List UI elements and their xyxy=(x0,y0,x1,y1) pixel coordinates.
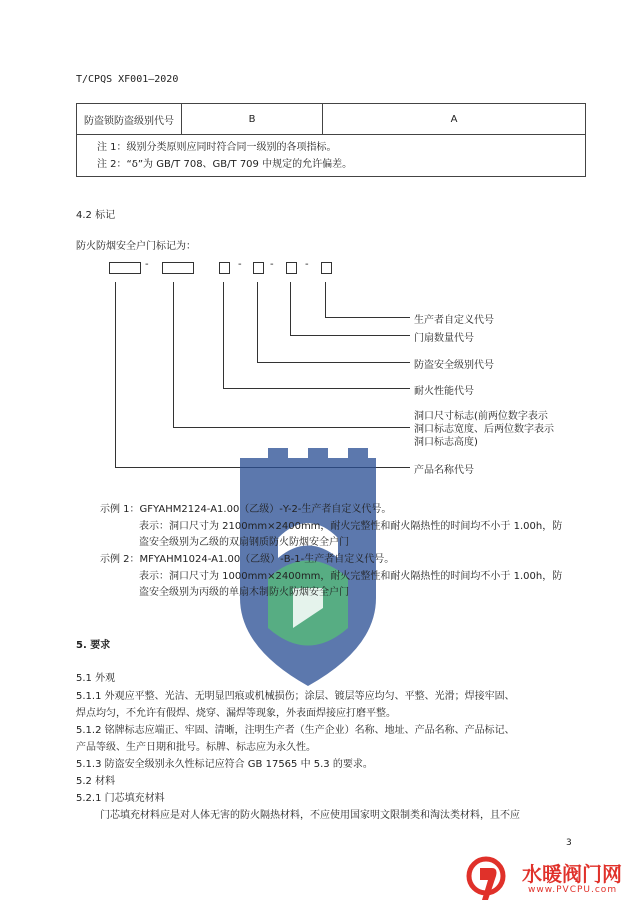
leader-line xyxy=(115,282,116,467)
logo-text: 水暖阀门网 xyxy=(522,862,622,886)
leader-line xyxy=(223,388,410,389)
leader-line xyxy=(223,282,224,388)
dash: - xyxy=(238,259,242,270)
example-1-desc-a: 表示：洞口尺寸为 2100mm×2400mm，耐火完整性和耐火隔热性的时间均不小于 1.00h，防 xyxy=(139,521,563,532)
label-leaf-count: 门扇数量代号 xyxy=(414,333,474,344)
label-custom-code: 生产者自定义代号 xyxy=(414,315,494,326)
label-size-line-1: 洞口尺寸标志(前两位数字表示 xyxy=(414,411,548,422)
page-number: 3 xyxy=(566,838,572,848)
dash: - xyxy=(270,259,274,270)
section-5-2: 5.2 材料 xyxy=(76,776,116,787)
table-cell-a: A xyxy=(323,104,586,135)
section-4-2-heading: 4.2 标记 xyxy=(76,210,116,221)
table-cell-b: B xyxy=(182,104,323,135)
document-code: T/CPQS XF001—2020 xyxy=(76,74,179,85)
fire-code-box xyxy=(219,262,230,274)
label-product-code: 产品名称代号 xyxy=(414,465,474,476)
leader-line xyxy=(173,427,410,428)
section-5-1: 5.1 外观 xyxy=(76,673,116,684)
leader-line xyxy=(290,335,410,336)
label-size-line-3: 洞口标志高度) xyxy=(414,437,478,448)
section-5-1-2-a: 5.1.2 铭牌标志应端正、牢固、清晰，注明生产者（生产企业）名称、地址、产品名称、产品标记、 xyxy=(76,725,515,736)
section-5-2-1: 5.2.1 门芯填充材料 xyxy=(76,793,165,804)
leader-line xyxy=(325,317,410,318)
dash: - xyxy=(145,259,149,270)
size-code-box xyxy=(162,262,194,274)
example-1-desc-b: 盗安全级别为乙级的双扇钢质防火防烟安全户门 xyxy=(139,537,349,548)
leader-line xyxy=(257,362,410,363)
section-5-1-2-b: 产品等级、生产日期和批号。标牌、标志应为永久性。 xyxy=(76,742,316,753)
label-fire-code: 耐火性能代号 xyxy=(414,386,474,397)
section-5-heading: 5. 要求 xyxy=(76,640,111,651)
leader-line xyxy=(290,282,291,335)
table-notes xyxy=(76,134,586,177)
leader-line xyxy=(173,282,174,427)
site-logo[interactable] xyxy=(466,852,640,906)
label-size-line-2: 洞口标志宽度、后两位数字表示 xyxy=(414,424,554,435)
table-row-label: 防盗锁防盗级别代号 xyxy=(77,104,182,135)
example-2: 示例 2：MFYAHM1024-A1.00（乙级）-B-1-生产者自定义代号。 xyxy=(100,554,395,565)
security-code-box xyxy=(253,262,264,274)
leaf-code-box xyxy=(286,262,297,274)
section-5-1-3: 5.1.3 防盗安全级别永久性标记应符合 GB 17565 中 5.3 的要求。 xyxy=(76,759,373,770)
note-1: 注 1：级别分类原则应同时符合同一级别的各项指标。 xyxy=(97,142,337,153)
leader-line xyxy=(325,282,326,317)
custom-code-box xyxy=(321,262,332,274)
example-2-desc-a: 表示：洞口尺寸为 1000mm×2400mm，耐火完整性和耐火隔热性的时间均不小于 1.00h，防 xyxy=(139,571,563,582)
label-security-level: 防盗安全级别代号 xyxy=(414,360,494,371)
example-2-desc-b: 盗安全级别为丙级的单扇木制防火防烟安全户门 xyxy=(139,587,349,598)
note-2: 注 2：“δ”为 GB/T 708、GB/T 709 中规定的允许偏差。 xyxy=(97,159,353,170)
logo-mark-icon xyxy=(466,856,506,902)
dash: - xyxy=(305,259,309,270)
section-5-2-1-body: 门芯填充材料应是对人体无害的防火隔热材料，不应使用国家明文限制类和淘汰类材料，且不应 xyxy=(100,810,520,821)
section-5-1-1-b: 焊点均匀，不允许有假焊、烧穿、漏焊等现象，外表面焊接应打磨平整。 xyxy=(76,708,396,719)
product-code-box xyxy=(109,262,141,274)
security-level-table xyxy=(76,103,586,135)
section-5-1-1-a: 5.1.1 外观应平整、光洁、无明显凹痕或机械损伤；涂层、镀层等应均匀、平整、光滑；焊接牢固、 xyxy=(76,691,515,702)
leader-line xyxy=(257,282,258,362)
logo-url: www.PVCPU.com xyxy=(528,885,618,895)
marking-intro: 防火防烟安全户门标记为： xyxy=(76,241,196,252)
example-1: 示例 1：GFYAHM2124-A1.00（乙级）-Y-2-生产者自定义代号。 xyxy=(100,504,392,515)
